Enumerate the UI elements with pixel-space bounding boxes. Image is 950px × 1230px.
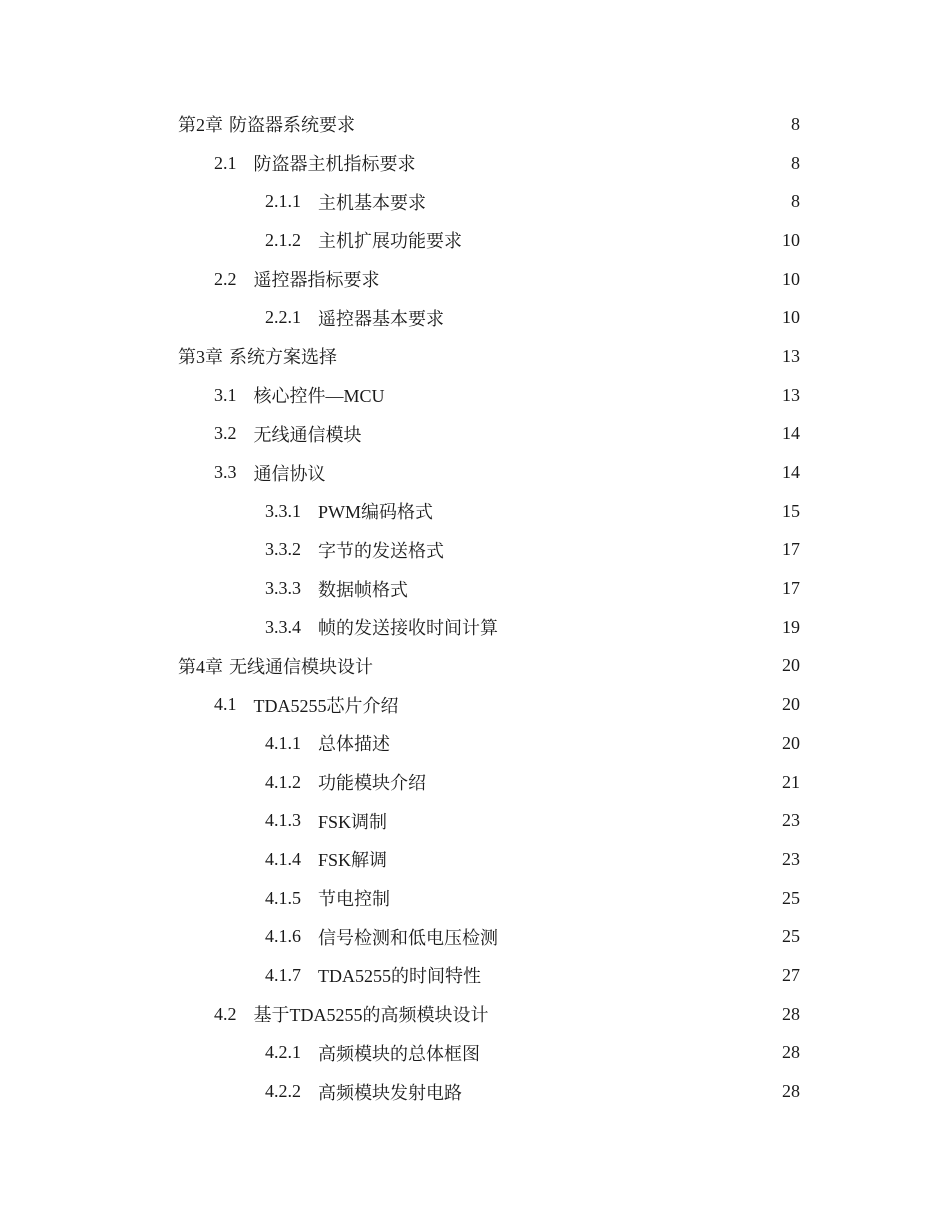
toc-entry[interactable]: [178, 144, 800, 183]
toc-entry-number: 4.1.2: [265, 771, 301, 792]
toc-entry-page-number: 14: [782, 462, 800, 483]
toc-entry-page-number: 27: [782, 964, 800, 985]
toc-entry-page-number: 14: [782, 423, 800, 444]
toc-entry-title: TDA5255的时间特性: [318, 966, 481, 987]
toc-entry[interactable]: [178, 763, 800, 802]
toc-entry-page-number: 10: [782, 307, 800, 328]
toc-entry-page-number: 10: [782, 229, 800, 250]
toc-entry[interactable]: [178, 569, 800, 608]
toc-entry-number: 4.1.5: [265, 887, 301, 908]
toc-entry[interactable]: [178, 917, 800, 956]
toc-entry-page-number: 23: [782, 848, 800, 869]
toc-entry-title: 基于TDA5255的高频模块设计: [253, 1005, 489, 1026]
toc-entry-title: 核心控件—MCU: [253, 386, 385, 407]
toc-entry-title: 主机扩展功能要求: [318, 231, 462, 252]
toc-entry-number: 4.2.2: [265, 1081, 301, 1102]
toc-entry-page-number: 25: [782, 887, 800, 908]
toc-entry-number: 3.3.2: [265, 539, 301, 560]
toc-entry-page-number: 25: [782, 926, 800, 947]
toc-entry-number: 第4章: [178, 656, 223, 677]
toc-entry-title: 遥控器基本要求: [318, 308, 444, 329]
toc-entry-number: 3.1: [214, 384, 237, 405]
toc-entry-title: 节电控制: [318, 889, 390, 910]
toc-entry[interactable]: [178, 453, 800, 492]
toc-entry-number: 3.2: [214, 423, 237, 444]
toc-entry[interactable]: [178, 956, 800, 995]
toc-entry-number: 2.2.1: [265, 307, 301, 328]
toc-entry[interactable]: [178, 376, 800, 415]
toc-entry-title: 信号检测和低电压检测: [318, 927, 498, 948]
toc-entry-page-number: 17: [782, 539, 800, 560]
toc-entry-number: 2.1.2: [265, 229, 301, 250]
toc-entry-title: FSK调制: [318, 811, 388, 832]
toc-entry-title: 遥控器指标要求: [253, 270, 380, 291]
toc-entry-number: 3.3.4: [265, 616, 301, 637]
toc-entry[interactable]: [178, 724, 800, 763]
toc-entry-number: 4.1.3: [265, 810, 301, 831]
toc-entry-number: 3.3.3: [265, 578, 301, 599]
toc-entry-title: PWM编码格式: [318, 502, 434, 523]
toc-entry[interactable]: [178, 801, 800, 840]
toc-entry-title: 防盗器主机指标要求: [253, 154, 416, 175]
toc-entry-number: 2.1.1: [265, 191, 301, 212]
toc-entry-title: 系统方案选择: [229, 347, 337, 368]
toc-entry-number: 4.1.6: [265, 926, 301, 947]
toc-entry[interactable]: [178, 647, 800, 686]
toc-entry[interactable]: [178, 879, 800, 918]
toc-entry[interactable]: [178, 608, 800, 647]
toc-entry-page-number: 20: [782, 732, 800, 753]
toc-entry[interactable]: [178, 221, 800, 260]
toc-entry-title: FSK解调: [318, 850, 388, 871]
toc-entry-title: 字节的发送格式: [318, 540, 444, 561]
toc-entry-number: 2.1: [214, 152, 237, 173]
toc-entry-title: 帧的发送接收时间计算: [318, 618, 498, 639]
toc-entry-page-number: 21: [782, 771, 800, 792]
toc-entry-title: 防盗器系统要求: [229, 115, 355, 136]
toc-entry-page-number: 28: [782, 1003, 800, 1024]
toc-entry-page-number: 23: [782, 810, 800, 831]
toc-entry-title: 总体描述: [318, 734, 390, 755]
toc-entry-title: 数据帧格式: [318, 579, 408, 600]
toc-entry-page-number: 20: [782, 694, 800, 715]
toc-entry-number: 4.1.7: [265, 964, 301, 985]
toc-entry-number: 3.3.1: [265, 500, 301, 521]
toc-entry-page-number: 15: [782, 500, 800, 521]
toc-entry-title: 功能模块介绍: [318, 773, 426, 794]
toc-entry-page-number: 13: [782, 384, 800, 405]
toc-entry-page-number: 8: [791, 113, 800, 134]
toc-entry-number: 2.2: [214, 268, 237, 289]
toc-entry-title: TDA5255芯片介绍: [253, 695, 399, 716]
toc-entry-number: 4.2.1: [265, 1042, 301, 1063]
toc-entry[interactable]: [178, 415, 800, 454]
toc-entry[interactable]: [178, 298, 800, 337]
toc-entry[interactable]: [178, 1072, 800, 1111]
toc-entry-title: 无线通信模块: [253, 424, 362, 445]
toc-entry-number: 第2章: [178, 115, 223, 136]
table-of-contents: [178, 105, 800, 1111]
toc-entry-title: 主机基本要求: [318, 192, 426, 213]
toc-entry[interactable]: [178, 1034, 800, 1073]
toc-entry-page-number: 10: [782, 268, 800, 289]
toc-entry[interactable]: [178, 995, 800, 1034]
toc-entry[interactable]: [178, 685, 800, 724]
toc-entry-page-number: 28: [782, 1081, 800, 1102]
toc-entry-number: 4.2: [214, 1003, 237, 1024]
toc-entry-title: 通信协议: [253, 463, 326, 484]
toc-entry-title: 高频模块的总体框图: [318, 1043, 480, 1064]
toc-entry-page-number: 8: [791, 152, 800, 173]
toc-entry-title: 无线通信模块设计: [229, 656, 373, 677]
toc-entry-page-number: 8: [791, 191, 800, 212]
toc-entry[interactable]: [178, 492, 800, 531]
toc-entry-page-number: 20: [782, 655, 800, 676]
toc-entry-page-number: 17: [782, 578, 800, 599]
toc-entry-number: 4.1.1: [265, 732, 301, 753]
toc-entry-number: 3.3: [214, 462, 237, 483]
toc-entry[interactable]: [178, 337, 800, 376]
toc-entry-number: 4.1.4: [265, 848, 301, 869]
toc-entry[interactable]: [178, 840, 800, 879]
toc-entry-page-number: 19: [782, 616, 800, 637]
toc-entry-page-number: 28: [782, 1042, 800, 1063]
toc-entry-title: 高频模块发射电路: [318, 1082, 462, 1103]
toc-entry[interactable]: [178, 260, 800, 299]
toc-entry-page-number: 13: [782, 345, 800, 366]
toc-entry-number: 第3章: [178, 347, 223, 368]
toc-entry-number: 4.1: [214, 694, 237, 715]
toc-entry[interactable]: [178, 182, 800, 221]
toc-entry[interactable]: [178, 531, 800, 570]
toc-entry[interactable]: [178, 105, 800, 144]
